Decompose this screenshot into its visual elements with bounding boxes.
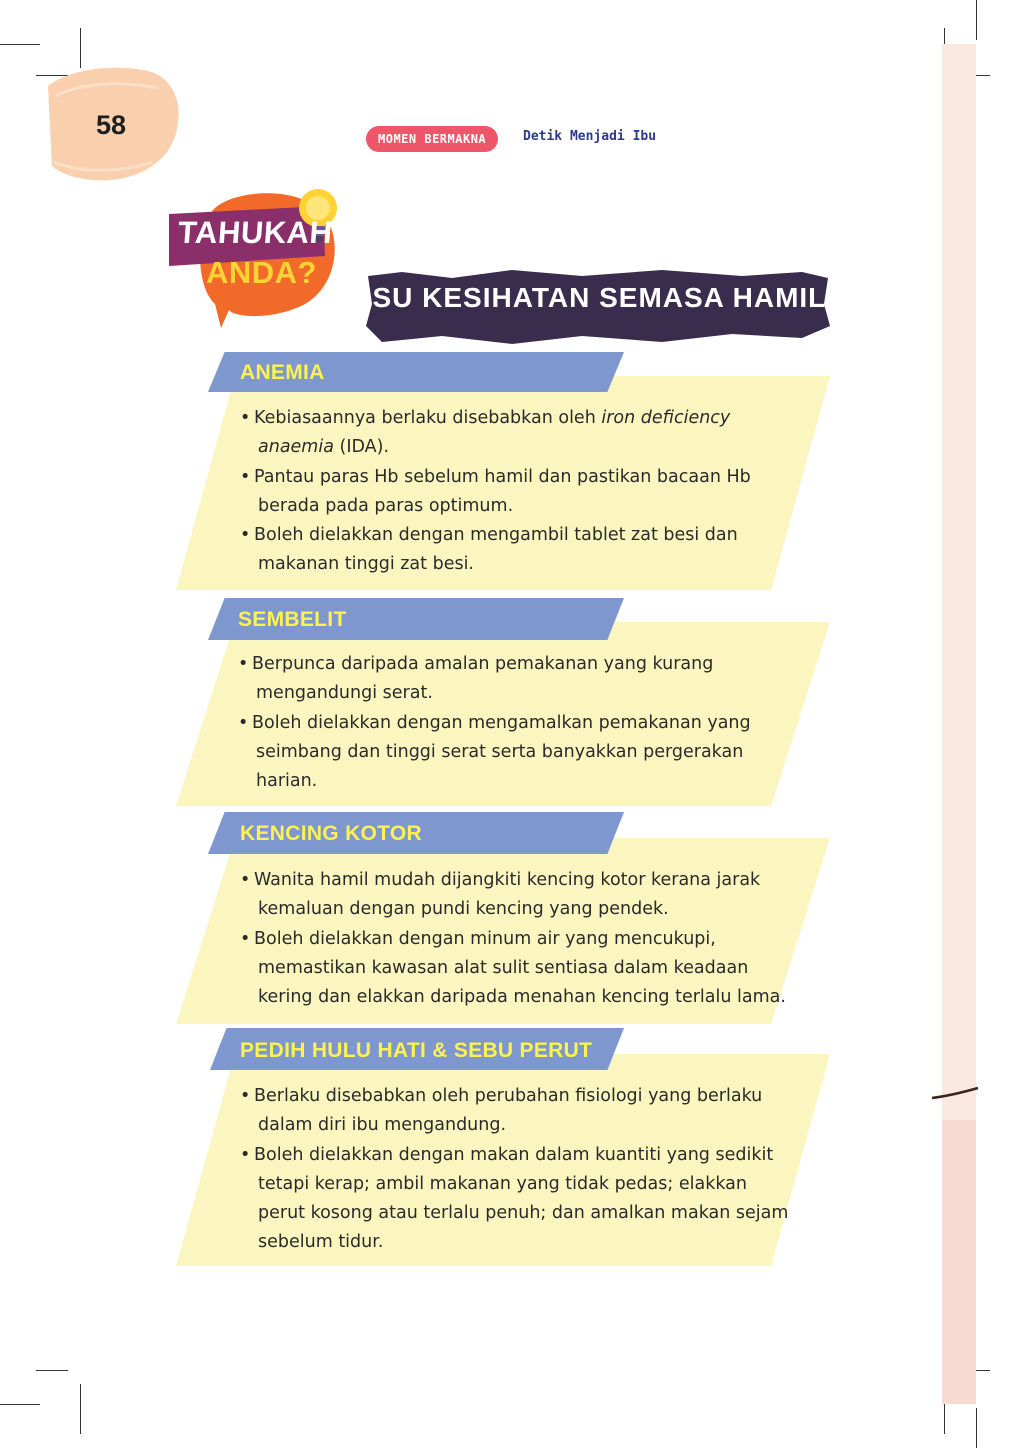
section-body [238, 650, 751, 796]
bullet-dot: • [240, 928, 251, 949]
text-run: kemaluan dengan pundi kencing yang pendek. [258, 899, 669, 920]
bullet-continuation [240, 1111, 788, 1140]
bullet-item [240, 404, 751, 433]
text-run: dalam diri ibu mengandung. [258, 1115, 507, 1136]
bullet-continuation [240, 492, 751, 521]
text-run: Berpunca daripada amalan pemakanan yang kurang [252, 654, 714, 674]
bullet-dot: • [240, 1144, 251, 1165]
bullet-item [240, 1082, 788, 1111]
section-body [240, 404, 751, 580]
bullet-item [240, 866, 786, 895]
bullet-dot: • [240, 870, 251, 890]
text-run: seimbang dan tinggi serat serta banyakkan pergerakan [256, 741, 744, 762]
text-run: kering dan elakkan daripada menahan kencing terlalu lama. [258, 987, 786, 1008]
badge-line1: TAHUKAH [176, 215, 334, 250]
bullet-item [240, 463, 751, 492]
italic-term: iron deficiency [601, 408, 731, 428]
crop-mark [36, 1370, 68, 1371]
bullet-continuation [240, 1199, 788, 1228]
text-run: Wanita hamil mudah dijangkiti kencing kotor kerana jarak [254, 870, 761, 890]
bullet-continuation [240, 550, 751, 579]
text-run: makanan tinggi zat besi. [258, 554, 474, 575]
text-run: tetapi kerap; ambil makanan yang tidak pedas; elakkan [258, 1173, 747, 1194]
page-title: ISU KESIHATAN SEMASA HAMIL [363, 282, 827, 313]
section-heading: KENCING KOTOR [240, 822, 423, 845]
bullet-continuation [240, 1170, 788, 1199]
crop-mark [976, 1408, 977, 1448]
bullet-continuation [240, 983, 786, 1012]
crop-mark [0, 1404, 40, 1405]
section-heading: SEMBELIT [238, 608, 347, 631]
crop-mark [80, 28, 81, 68]
text-run: Boleh dielakkan dengan makan dalam kuantiti yang sedikit [254, 1144, 774, 1165]
bullet-dot: • [240, 466, 251, 487]
section-body [240, 1082, 788, 1258]
text-run: Boleh dielakkan dengan minum air yang mencukupi, [254, 928, 716, 949]
text-run: Boleh dielakkan dengan mengamalkan pemakanan yang [252, 712, 751, 733]
lightbulb-icon [304, 188, 342, 228]
bullet-continuation [238, 767, 751, 796]
series-label: MOMEN BERMAKNA [366, 126, 498, 152]
badge-line2: ANDA? [206, 255, 317, 290]
crop-mark [80, 1384, 81, 1434]
bullet-continuation [238, 738, 751, 767]
text-run: Berlaku disebabkan oleh perubahan fisiologi yang berlaku [254, 1086, 763, 1106]
bullet-continuation [240, 433, 751, 462]
text-run: Kebiasaannya berlaku disebabkan oleh [254, 408, 602, 428]
text-run: Pantau paras Hb sebelum hamil dan pastikan bacaan Hb [254, 466, 751, 487]
page-number: 58 [96, 110, 127, 140]
section-heading: ANEMIA [240, 361, 325, 384]
bullet-dot: • [240, 1086, 251, 1106]
bullet-item [238, 709, 751, 738]
bullet-continuation [240, 1228, 788, 1257]
text-run: harian. [256, 771, 318, 792]
section-body [240, 866, 786, 1012]
bullet-item [240, 521, 751, 550]
text-run: Boleh dielakkan dengan mengambil tablet zat besi dan [254, 525, 738, 546]
text-run: memastikan kawasan alat sulit sentiasa dalam keadaan [258, 957, 749, 978]
text-run: mengandungi serat. [256, 683, 433, 704]
crop-mark [0, 44, 40, 45]
bullet-dot: • [240, 525, 251, 546]
text-run: perut kosong atau terlalu penuh; dan amalkan makan sejam [258, 1203, 789, 1224]
text-run: (IDA). [333, 437, 390, 458]
bullet-continuation [240, 895, 786, 924]
crop-mark [976, 0, 977, 40]
section-heading: PEDIH HULU HATI & SEBU PERUT [240, 1039, 593, 1062]
bullet-dot: • [238, 654, 249, 674]
edge-strip-lower [942, 1120, 976, 1404]
bullet-continuation [238, 679, 751, 708]
text-run: berada pada paras optimum. [258, 495, 514, 516]
text-run: sebelum tidur. [258, 1232, 384, 1253]
italic-term: anaemia [258, 437, 334, 458]
decorative-curve [930, 1080, 980, 1110]
bullet-continuation [240, 954, 786, 983]
bullet-dot: • [238, 712, 249, 733]
bullet-dot: • [240, 408, 251, 428]
bullet-item [240, 925, 786, 954]
bullet-item [240, 1141, 788, 1170]
bullet-item [238, 650, 751, 679]
chapter-subtitle: Detik Menjadi Ibu [523, 129, 657, 144]
